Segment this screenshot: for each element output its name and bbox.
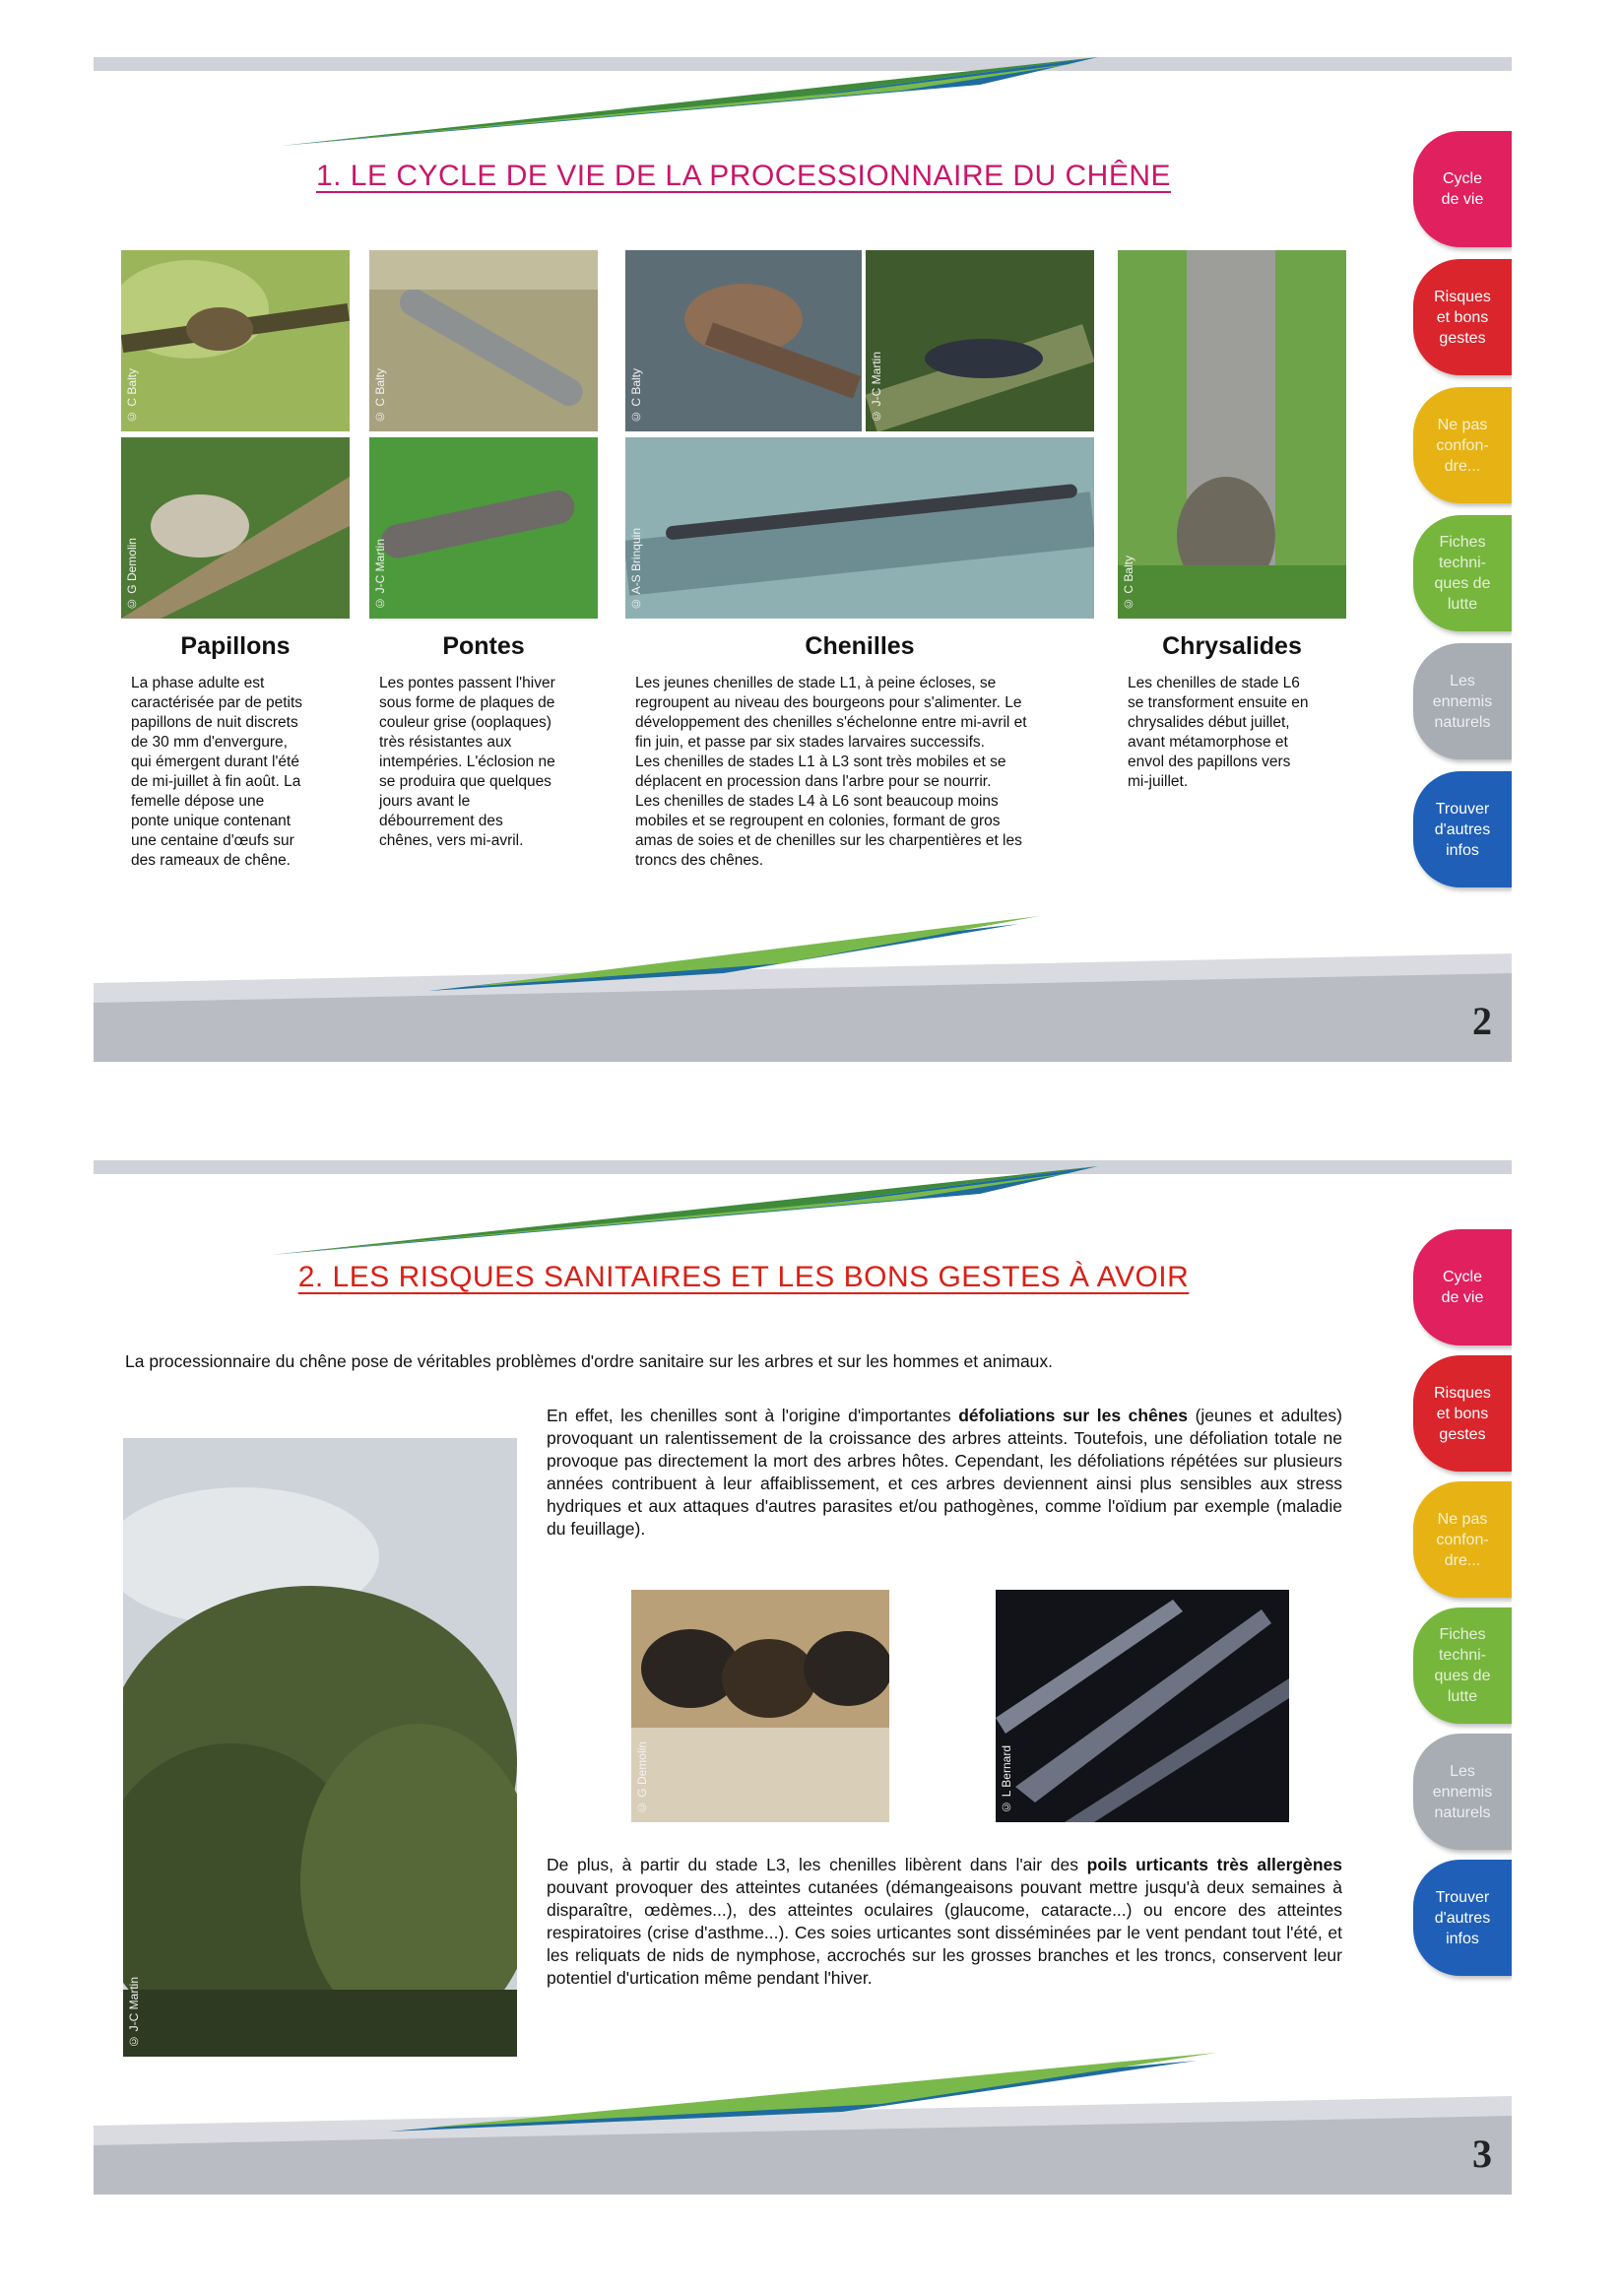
- para1-text: En effet, les chenilles sont à l'origine d'importantes: [547, 1406, 959, 1425]
- slide-health-risks: [94, 1160, 1512, 2195]
- photo-credit: © C Balty: [629, 367, 643, 424]
- tab-trouver-infos[interactable]: Trouver d'autres infos: [1413, 1860, 1512, 1976]
- heading-papillons: Papillons: [180, 632, 291, 660]
- photo-oak-tree: [123, 1438, 517, 2057]
- text-pontes: Les pontes passent l'hiver sous forme de plaques de couleur grise (ooplaques) très résistantes aux intempéries. L'éclosion ne se produira que quelques jours avant le débourrement des chênes, vers mi-avril.: [379, 675, 555, 849]
- photo-credit: © J-C Martin: [870, 352, 883, 424]
- tab-risques[interactable]: Risques et bons gestes: [1413, 1355, 1512, 1472]
- photo-young-caterpillars: [866, 250, 1094, 431]
- para1-text-end: (jeunes et adultes) provoquant un ralentissement de la croissance des arbres atteints. Toutefois, une défoliation totale ne provoque pas directement la mort des arbres hôtes. Cependant, les défoliations répétées sur plusieurs années contribuent à leur affaiblissement, et ces arbres deviennent ainsi plus sensibles aux stress hydriques et aux attaques d'autres parasites et/ou pathogènes, comme l'oïdium par exemple (maladie du feuillage).: [547, 1406, 1342, 1539]
- paragraph-defoliation: [547, 1405, 1342, 1541]
- page-number: 3: [1472, 2132, 1492, 2176]
- photo-caterpillar-hairs: [631, 1590, 889, 1822]
- heading-pontes: Pontes: [442, 632, 525, 660]
- footer-swoosh: [94, 2047, 1512, 2195]
- tab-fiches-techniques[interactable]: Fiches techni- ques de lutte: [1413, 515, 1512, 631]
- slide-life-cycle: [94, 57, 1512, 1062]
- header-swoosh: [94, 1160, 1512, 1269]
- photo-credit: © G Demolin: [125, 537, 139, 611]
- text-chrysalides: Les chenilles de stade L6 se transforment ensuite en chrysalides début juillet, avant métamorphose et envol des papillons vers mi-juillet.: [1128, 675, 1309, 790]
- photo-credit: © C Balty: [373, 367, 387, 424]
- footer-swoosh: [94, 914, 1512, 1062]
- slide-title: 1. LE CYCLE DE VIE DE LA PROCESSIONNAIRE DU CHÊNE: [315, 160, 1172, 192]
- photo-procession: [625, 437, 1094, 619]
- photo-moth-on-branch: [121, 250, 350, 431]
- tab-trouver-infos[interactable]: Trouver d'autres infos: [1413, 771, 1512, 887]
- tab-cycle-de-vie[interactable]: Cycle de vie: [1413, 1229, 1512, 1345]
- photo-moth-adult: [121, 437, 350, 619]
- header-swoosh: [94, 57, 1512, 165]
- slide-title: 2. LES RISQUES SANITAIRES ET LES BONS GESTES À AVOIR: [297, 1261, 1190, 1293]
- tab-cycle-de-vie[interactable]: Cycle de vie: [1413, 131, 1512, 247]
- photo-credit: © J-C Martin: [373, 539, 387, 611]
- photo-credit: © J-C Martin: [127, 1977, 141, 2049]
- heading-chenilles: Chenilles: [805, 632, 915, 660]
- tab-risques[interactable]: Risques et bons gestes: [1413, 259, 1512, 375]
- text-chenilles: Les jeunes chenilles de stade L1, à peine écloses, se regroupent au niveau des bourgeons pour s'alimenter. Le développement des chenilles s'échelonne entre mi-avril et fin juin, et passe par six stades larvaires successifs. Les chenilles de stades L1 à L3 sont très mobiles et se déplacent en procession dans l'arbre pour se nourrir. Les chenilles de stades L4 à L6 sont beaucoup moins mobiles et se regroupent en colonies, formant de gros amas de soies et de chenilles sur les charpentières et les troncs des chênes.: [635, 675, 1027, 869]
- photo-credit: © L Bernard: [1000, 1745, 1013, 1814]
- photo-chrysalis-nest-trunk: [1118, 250, 1346, 619]
- para2-bold: poils urticants très allergènes: [1086, 1855, 1342, 1874]
- page-number: 2: [1472, 999, 1492, 1043]
- photo-credit: © A-S Brinquin: [629, 527, 643, 611]
- photo-credit: © C Balty: [1122, 555, 1135, 611]
- text-papillons: La phase adulte est caractérisée par de petits papillons de nuit discrets de 30 mm d'envergure, qui émergent durant l'été de mi-juillet à fin août. La femelle dépose une ponte unique contenant une centaine d'œufs sur des rameaux de chêne.: [131, 675, 303, 869]
- photo-credit: © G Demolin: [635, 1740, 649, 1814]
- tab-ennemis-naturels[interactable]: Les ennemis naturels: [1413, 1734, 1512, 1850]
- intro-text: La processionnaire du chêne pose de véritables problèmes d'ordre sanitaire sur les arbres et sur les hommes et animaux.: [125, 1351, 1054, 1371]
- para1-bold: défoliations sur les chênes: [958, 1406, 1188, 1425]
- photo-egg-plate-grey: [369, 250, 598, 431]
- photo-egg-plate-green: [369, 437, 598, 619]
- para2-text: De plus, à partir du stade L3, les chenilles libèrent dans l'air des: [547, 1855, 1087, 1874]
- photo-bud-caterpillars: [625, 250, 862, 431]
- heading-chrysalides: Chrysalides: [1162, 632, 1302, 660]
- tab-ne-pas-confondre[interactable]: Ne pas confon- dre...: [1413, 1481, 1512, 1598]
- photo-credit: © C Balty: [125, 367, 139, 424]
- paragraph-urticating-hairs: [547, 1854, 1342, 1990]
- para2-text-end: pouvant provoquer des atteintes cutanées (démangeaisons pouvant mettre jusqu'à deux semaines à disparaître, œdèmes...), des atteintes oculaires (glaucome, cataracte...) ou encore des atteintes respiratoires (crise d'asthme...). Ces soies urticantes sont disséminées par le vent pendant tout l'été, et les reliquats de nids de nymphose, accrochés sur les grosses branches et les troncs, conservent leur potentiel d'urtication même pendant l'hiver.: [547, 1877, 1342, 1988]
- photo-urticating-hairs-microscope: [996, 1590, 1289, 1822]
- tab-ne-pas-confondre[interactable]: Ne pas confon- dre...: [1413, 387, 1512, 503]
- tab-fiches-techniques[interactable]: Fiches techni- ques de lutte: [1413, 1607, 1512, 1724]
- tab-ennemis-naturels[interactable]: Les ennemis naturels: [1413, 643, 1512, 759]
